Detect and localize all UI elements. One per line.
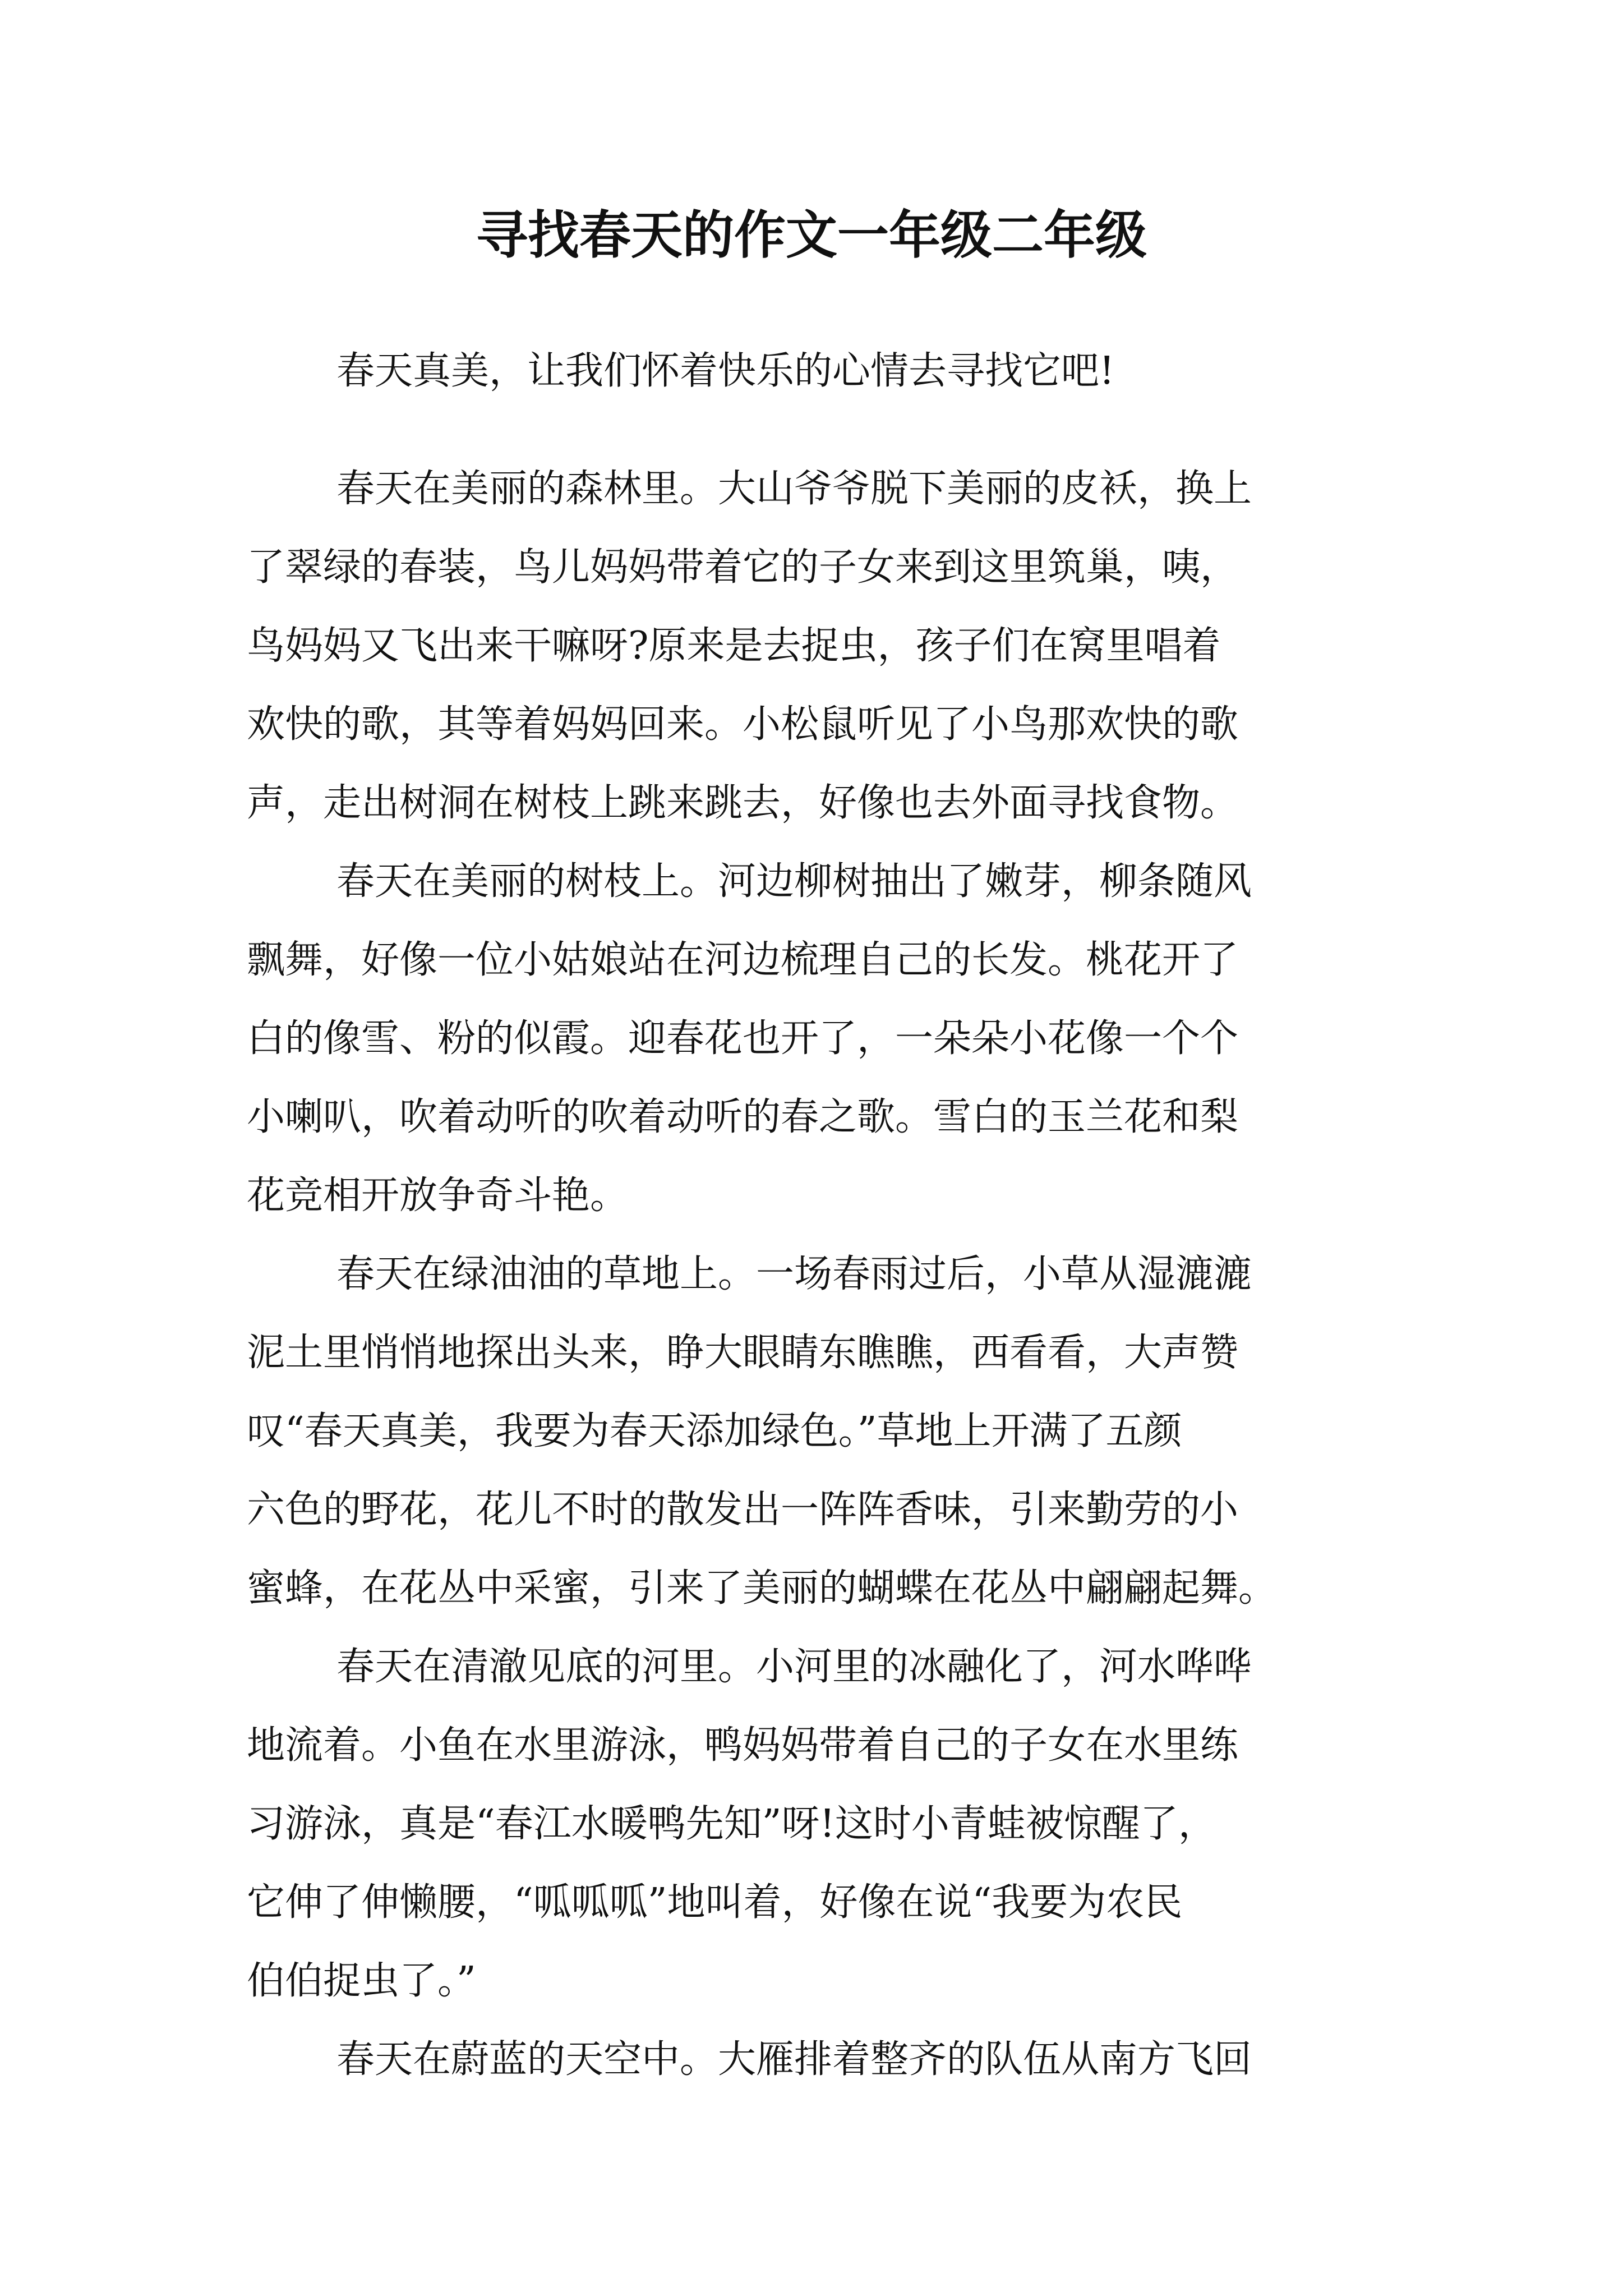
document-title: 寻找春天的作文一年级二年级 [476,205,1147,265]
paragraph-3-line-3: 白的像雪、粉的似霞。迎春花也开了，一朵朵小花像一个个 [247,1016,1239,1061]
paragraph-3-line-4: 小喇叭，吹着动听的吹着动听的春之歌。雪白的玉兰花和梨 [247,1095,1239,1139]
paragraph-5-line-1: 春天在清澈见底的河里。小河里的冰融化了，河水哗哗 [336,1645,1252,1689]
paragraph-4-line-2: 泥土里悄悄地探出头来，睁大眼睛东瞧瞧，西看看，大声赞 [247,1331,1239,1375]
paragraph-1-line-1: 春天真美，让我们怀着快乐的心情去寻找它吧! [336,349,1115,393]
paragraph-3-line-1: 春天在美丽的树枝上。河边柳树抽出了嫩芽，柳条随风 [336,859,1252,904]
paragraph-4-line-4: 六色的野花，花儿不时的散发出一阵阵香味，引来勤劳的小 [247,1488,1239,1532]
paragraph-2-line-1: 春天在美丽的森林里。大山爷爷脱下美丽的皮袄，换上 [336,467,1252,511]
paragraph-3-line-5: 花竞相开放争奇斗艳。 [247,1174,629,1218]
paragraph-6-line-1: 春天在蔚蓝的天空中。大雁排着整齐的队伍从南方飞回 [336,2037,1252,2082]
paragraph-2-line-5: 声，走出树洞在树枝上跳来跳去，好像也去外面寻找食物。 [247,781,1239,825]
paragraph-5-line-2: 地流着。小鱼在水里游泳，鸭妈妈带着自己的子女在水里练 [247,1723,1239,1768]
paragraph-5-line-4: 它伸了伸懒腰，“呱呱呱”地叫着，好像在说“我要为农民 [247,1880,1183,1925]
paragraph-3-line-2: 飘舞，好像一位小姑娘站在河边梳理自己的长发。桃花开了 [247,938,1239,982]
paragraph-4-line-3: 叹“春天真美，我要为春天添加绿色。”草地上开满了五颜 [247,1409,1182,1453]
paragraph-5-line-3: 习游泳，真是“春江水暖鸭先知”呀!这时小青蛙被惊醒了， [247,1802,1216,1846]
paragraph-2-line-3: 鸟妈妈又飞出来干嘛呀?原来是去捉虫，孩子们在窝里唱着 [247,624,1221,668]
paragraph-5-line-5: 伯伯捉虫了。” [247,1959,476,2003]
paragraph-2-line-2: 了翠绿的春装，鸟儿妈妈带着它的子女来到这里筑巢，咦， [247,545,1239,590]
paragraph-4-line-5: 蜜蜂，在花丛中采蜜，引来了美丽的蝴蝶在花丛中翩翩起舞。 [247,1566,1277,1611]
paragraph-4-line-1: 春天在绿油油的草地上。一场春雨过后，小草从湿漉漉 [336,1252,1252,1296]
paragraph-2-line-4: 欢快的歌，其等着妈妈回来。小松鼠听见了小鸟那欢快的歌 [247,702,1239,747]
